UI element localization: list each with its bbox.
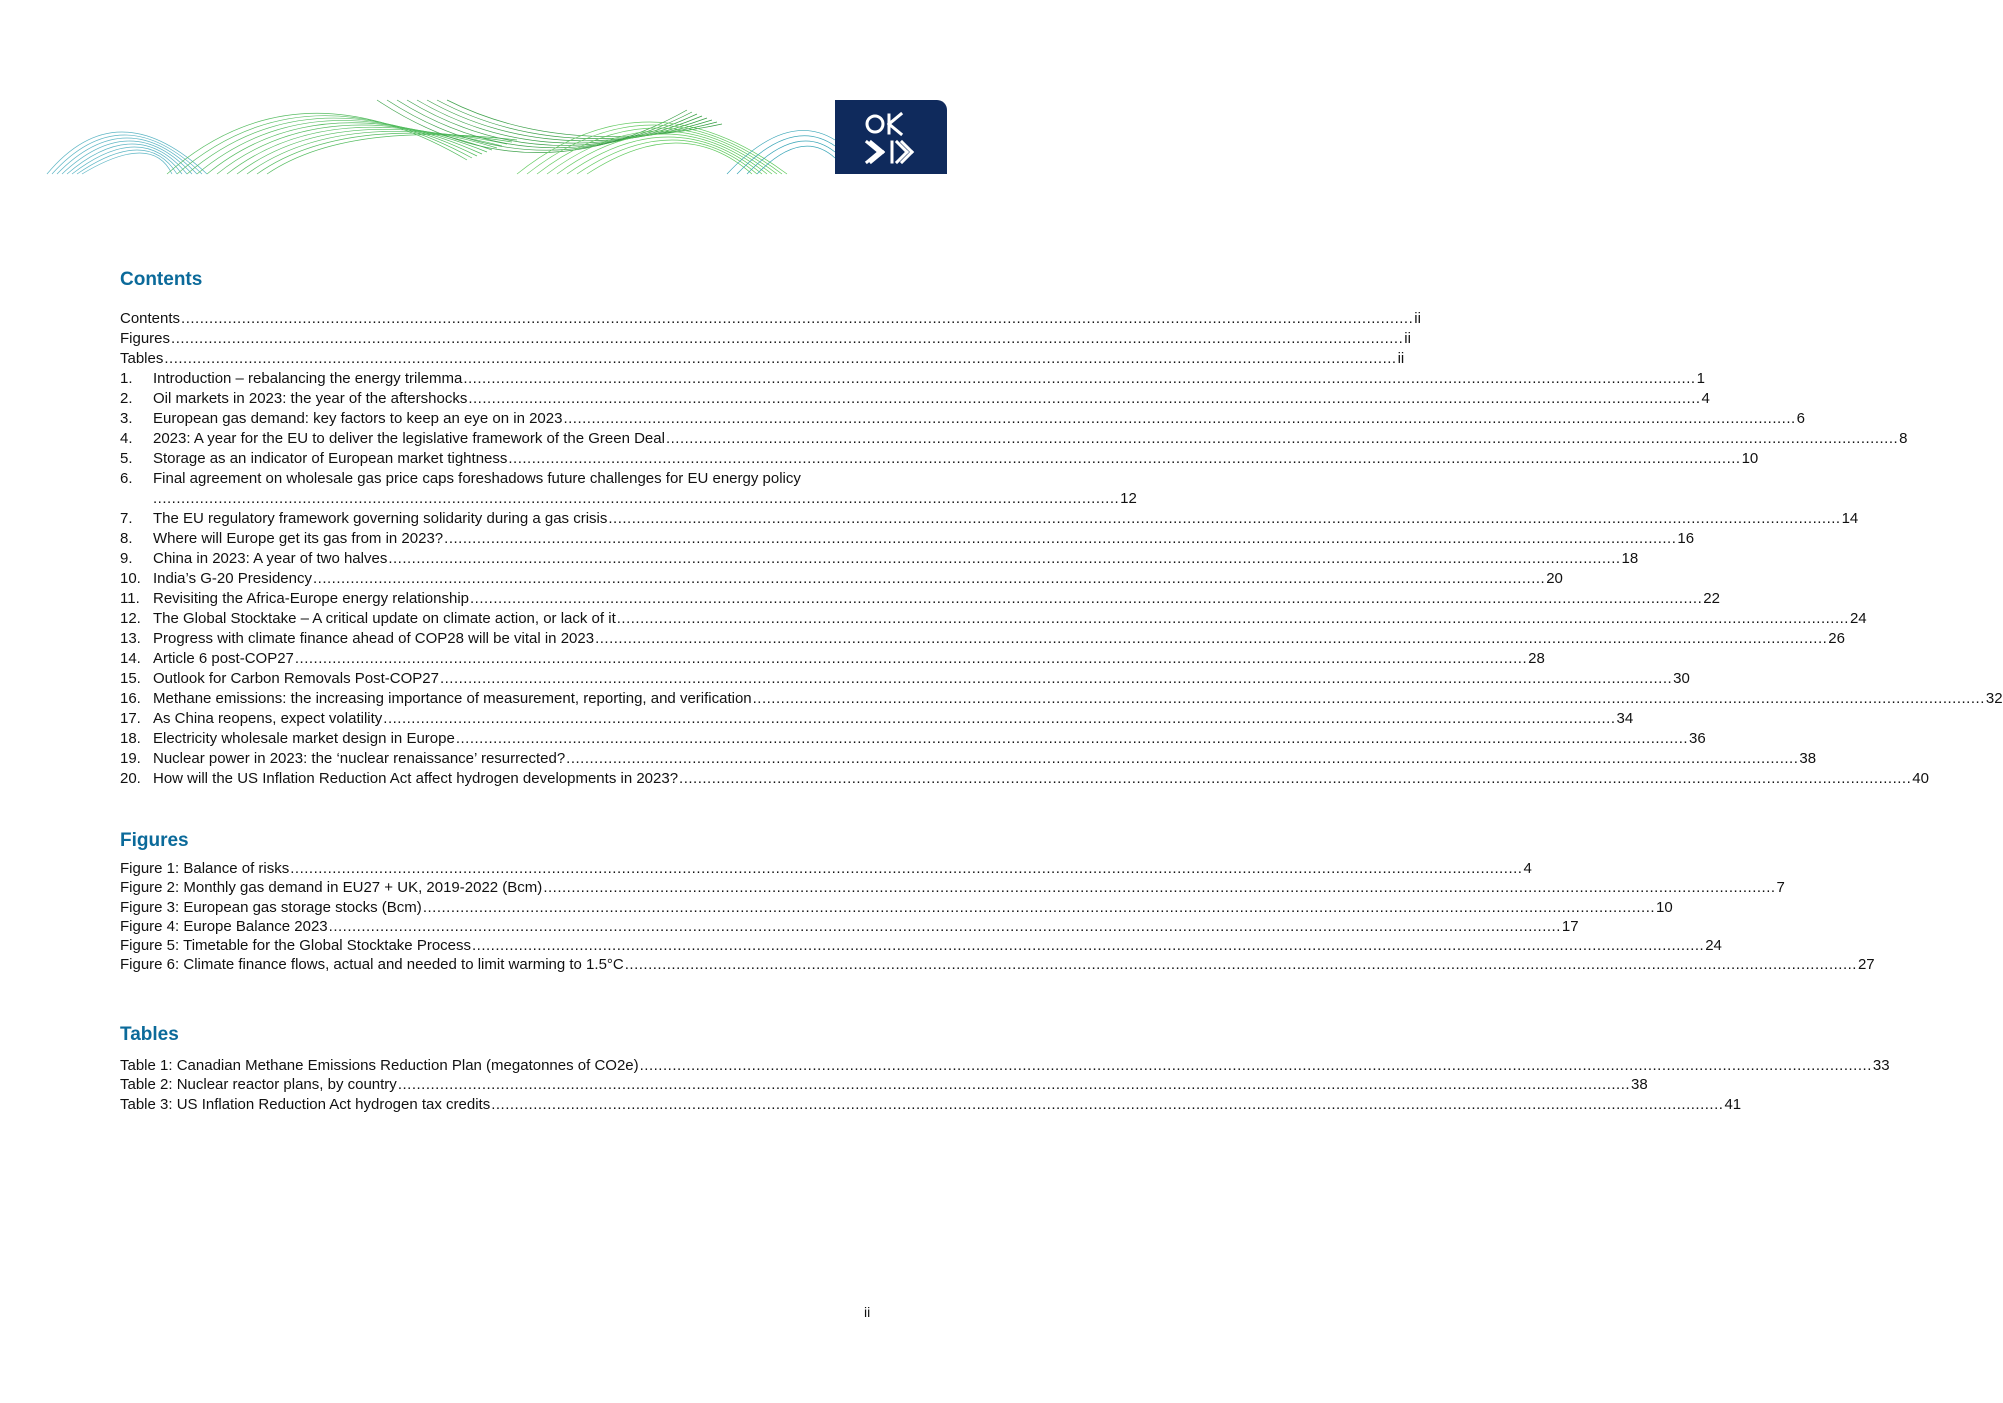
toc-entry-page[interactable]: 28: [1528, 650, 1545, 667]
toc-entry-number: 14.: [120, 650, 141, 667]
toc-entry[interactable]: [120, 589, 1720, 609]
dot-leader: [295, 649, 1527, 669]
dot-leader: [679, 769, 1911, 789]
dot-leader: [388, 549, 1620, 569]
wave-pattern-image: [47, 100, 835, 174]
toc-entry-label[interactable]: 2023: A year for the EU to deliver the legislative framework of the Green Deal: [153, 430, 665, 447]
toc-entry-number: 18.: [120, 730, 141, 747]
toc-entry-label[interactable]: Figure 5: Timetable for the Global Stocktake Process: [120, 937, 471, 955]
toc-entry-number: 2.: [120, 390, 133, 407]
toc-entry-number: 15.: [120, 670, 141, 687]
toc-entry[interactable]: [120, 936, 1722, 955]
figures-list: [120, 859, 1875, 975]
toc-entry-label[interactable]: The Global Stocktake – A critical update on climate action, or lack of it: [153, 610, 616, 627]
toc-entry[interactable]: [120, 409, 1806, 429]
toc-entry-page[interactable]: 24: [1705, 937, 1722, 955]
figures-heading: Figures: [120, 830, 189, 851]
toc-entry-label[interactable]: Table 2: Nuclear reactor plans, by country: [120, 1076, 397, 1094]
toc-entry[interactable]: [120, 669, 1690, 689]
dot-leader: [472, 936, 1704, 955]
toc-entry-label[interactable]: Tables: [120, 350, 164, 367]
dot-leader: [444, 529, 1676, 549]
page-number: ii: [864, 1304, 871, 1320]
toc-entry-label[interactable]: Revisiting the Africa-Europe energy relationship: [153, 590, 470, 607]
toc-entry[interactable]: [120, 349, 1405, 369]
toc-entry[interactable]: [120, 917, 1579, 936]
toc-entry[interactable]: [120, 749, 1817, 769]
dot-leader: [608, 509, 1840, 529]
toc-entry-page[interactable]: 20: [1546, 570, 1563, 587]
dot-leader: [313, 569, 1545, 589]
toc-entry-label[interactable]: Methane emissions: the increasing importance of measurement, reporting, and verification: [153, 690, 752, 707]
dot-leader: [566, 749, 1798, 769]
toc-entry[interactable]: [120, 509, 1859, 529]
tables-list: [120, 1056, 1890, 1114]
dot-leader: [470, 589, 1702, 609]
toc-entry-label[interactable]: Contents: [120, 310, 181, 327]
toc-entry-label[interactable]: Final agreement on wholesale gas price caps foreshadows future challenges for EU energy policy: [153, 470, 801, 487]
toc-entry-number: 12.: [120, 610, 141, 627]
toc-entry-page[interactable]: 36: [1689, 730, 1706, 747]
toc-entry[interactable]: [120, 1095, 1742, 1114]
dot-leader: [171, 329, 1403, 349]
toc-entry-label[interactable]: The EU regulatory framework governing solidarity during a gas crisis: [153, 510, 608, 527]
dot-leader: [491, 1095, 1723, 1114]
dot-leader: [617, 609, 1849, 629]
toc-entry[interactable]: [120, 1056, 1890, 1075]
toc-entry-number: 19.: [120, 750, 141, 767]
toc-entry-label[interactable]: European gas demand: key factors to keep an eye on in 2023: [153, 410, 563, 427]
dot-leader: [625, 955, 1857, 974]
toc-entry-number: 17.: [120, 710, 141, 727]
oies-logo: [835, 100, 947, 174]
toc-entry-label[interactable]: Table 1: Canadian Methane Emissions Reduction Plan (megatonnes of CO2e): [120, 1057, 639, 1074]
dot-leader: [595, 629, 1827, 649]
dot-leader: [753, 689, 1985, 709]
dot-leader: [164, 349, 1396, 369]
dot-leader: [563, 409, 1795, 429]
toc-entry[interactable]: [120, 429, 1908, 449]
toc-entry-number: 3.: [120, 410, 133, 427]
dot-leader: [463, 369, 1695, 389]
toc-entry[interactable]: [120, 329, 1411, 349]
toc-entry-page[interactable]: 8: [1899, 430, 1908, 447]
toc-entry-number: 20.: [120, 770, 141, 787]
toc-entry-number: 13.: [120, 630, 141, 647]
toc-entry-page[interactable]: 30: [1673, 670, 1690, 687]
toc-entry-page[interactable]: ii: [1414, 310, 1421, 327]
toc-entry-page[interactable]: 38: [1631, 1076, 1648, 1094]
toc-entry[interactable]: [120, 1075, 1648, 1094]
toc-entry-label[interactable]: Introduction – rebalancing the energy trilemma: [153, 370, 463, 387]
toc-entry[interactable]: [120, 878, 1785, 897]
toc-entry-page[interactable]: 22: [1703, 590, 1720, 607]
toc-entry-page[interactable]: 6: [1796, 410, 1806, 427]
dot-leader: [640, 1056, 1872, 1075]
toc-entry-page[interactable]: ii: [1404, 330, 1411, 347]
dot-leader: [456, 729, 1688, 749]
toc-entry-number: 4.: [120, 430, 133, 447]
toc-entry-label[interactable]: Figure 6: Climate finance flows, actual and needed to limit warming to 1.5°C: [120, 956, 624, 974]
banner-artwork: [47, 100, 835, 174]
toc-entry[interactable]: [120, 859, 1532, 878]
tables-heading: Tables: [120, 1024, 179, 1045]
toc-entry[interactable]: [120, 769, 1929, 789]
toc-entry-label[interactable]: Progress with climate finance ahead of COP28 will be vital in 2023: [153, 630, 595, 647]
logo-icon: [835, 100, 947, 174]
toc-entry-label[interactable]: Figure 1: Balance of risks: [120, 860, 290, 877]
dot-leader: [508, 449, 1740, 469]
toc-entry-number: 11.: [120, 590, 140, 607]
dot-leader: [181, 309, 1413, 329]
dot-leader: [423, 898, 1655, 917]
dot-leader: [666, 429, 1898, 449]
toc-entry[interactable]: [120, 709, 1634, 729]
toc-entry-page[interactable]: 27: [1857, 956, 1875, 974]
toc-entry-page[interactable]: 1: [1696, 370, 1705, 387]
dot-leader: [153, 489, 1119, 509]
contents-list: [120, 309, 2003, 789]
toc-entry-number: 7.: [120, 510, 133, 527]
toc-entry-number: 16.: [120, 690, 141, 707]
toc-entry-number: 9.: [120, 550, 133, 567]
toc-entry-page[interactable]: 7: [1776, 879, 1785, 897]
toc-entry-number: 10.: [120, 570, 141, 587]
dot-leader: [290, 859, 1522, 878]
toc-entry-label[interactable]: How will the US Inflation Reduction Act affect hydrogen developments in 2023?: [153, 770, 679, 787]
dot-leader: [383, 709, 1615, 729]
toc-entry[interactable]: [120, 569, 1563, 589]
toc-entry[interactable]: [120, 729, 1706, 749]
toc-entry[interactable]: [120, 469, 1137, 509]
toc-entry[interactable]: [120, 529, 1695, 549]
toc-entry-label[interactable]: Storage as an indicator of European market tightness: [153, 450, 508, 467]
toc-entry-page[interactable]: 14: [1841, 510, 1859, 527]
toc-entry-label[interactable]: Figure 2: Monthly gas demand in EU27 + UK, 2019-2022 (Bcm): [120, 879, 543, 897]
toc-entry[interactable]: [120, 689, 2003, 709]
toc-entry-number: 8.: [120, 530, 133, 547]
toc-entry[interactable]: [120, 309, 1421, 329]
toc-entry-page[interactable]: ii: [1397, 350, 1405, 367]
toc-entry-page[interactable]: 40: [1912, 770, 1929, 787]
toc-entry-page[interactable]: 26: [1828, 630, 1845, 647]
toc-entry-page[interactable]: 4: [1523, 860, 1532, 877]
toc-entry-label[interactable]: Table 3: US Inflation Reduction Act hydrogen tax credits: [120, 1095, 491, 1113]
toc-entry-number: 1.: [120, 370, 133, 387]
toc-entry-number: 5.: [120, 450, 133, 467]
toc-entry-label[interactable]: Outlook for Carbon Removals Post-COP27: [153, 670, 439, 687]
dot-leader: [329, 917, 1561, 936]
dot-leader: [440, 669, 1672, 689]
toc-entry-label[interactable]: Where will Europe get its gas from in 2023?: [153, 530, 444, 547]
toc-entry-page[interactable]: 18: [1621, 550, 1639, 567]
toc-entry[interactable]: [120, 609, 1867, 629]
toc-entry[interactable]: [120, 449, 1759, 469]
toc-entry-number: 6.: [120, 470, 133, 487]
dot-leader: [543, 878, 1775, 897]
toc-entry-page[interactable]: 16: [1677, 530, 1695, 547]
toc-entry[interactable]: [120, 955, 1875, 974]
toc-entry-label[interactable]: India’s G-20 Presidency: [153, 570, 312, 587]
toc-entry-label[interactable]: Oil markets in 2023: the year of the aftershocks: [153, 390, 468, 407]
toc-entry-label[interactable]: As China reopens, expect volatility: [153, 710, 383, 727]
toc-entry-label[interactable]: Article 6 post-COP27: [153, 650, 294, 667]
toc-entry-page[interactable]: 32: [1985, 690, 2003, 707]
toc-entry[interactable]: [120, 549, 1639, 569]
dot-leader: [398, 1075, 1630, 1094]
toc-entry-page[interactable]: 17: [1561, 917, 1579, 935]
toc-entry-page[interactable]: 33: [1872, 1057, 1890, 1074]
toc-entry[interactable]: [120, 649, 1545, 669]
toc-entry-page[interactable]: 34: [1616, 710, 1634, 727]
toc-entry-label[interactable]: Figure 4: Europe Balance 2023: [120, 917, 328, 935]
contents-heading: Contents: [120, 269, 203, 290]
toc-entry-page[interactable]: 12: [1120, 490, 1137, 507]
toc-entry-label[interactable]: Figure 3: European gas storage stocks (Bcm): [120, 898, 422, 916]
toc-entry[interactable]: [120, 389, 1710, 409]
toc-entry[interactable]: [120, 629, 1845, 649]
header-banner: [47, 100, 947, 174]
toc-entry-label[interactable]: Nuclear power in 2023: the ‘nuclear renaissance’ resurrected?: [153, 750, 566, 767]
toc-entry[interactable]: [120, 369, 1705, 389]
toc-entry-page[interactable]: 24: [1849, 610, 1867, 627]
toc-entry-page[interactable]: 10: [1656, 898, 1673, 916]
toc-entry[interactable]: [120, 898, 1673, 917]
toc-entry-label[interactable]: China in 2023: A year of two halves: [153, 550, 388, 567]
toc-entry-page[interactable]: 41: [1724, 1095, 1742, 1113]
toc-entry-page[interactable]: 10: [1741, 450, 1759, 467]
toc-entry-label[interactable]: Figures: [120, 330, 171, 347]
toc-entry-page[interactable]: 4: [1701, 390, 1710, 407]
dot-leader: [468, 389, 1700, 409]
toc-entry-label[interactable]: Electricity wholesale market design in Europe: [153, 730, 455, 747]
toc-entry-page[interactable]: 38: [1799, 750, 1817, 767]
